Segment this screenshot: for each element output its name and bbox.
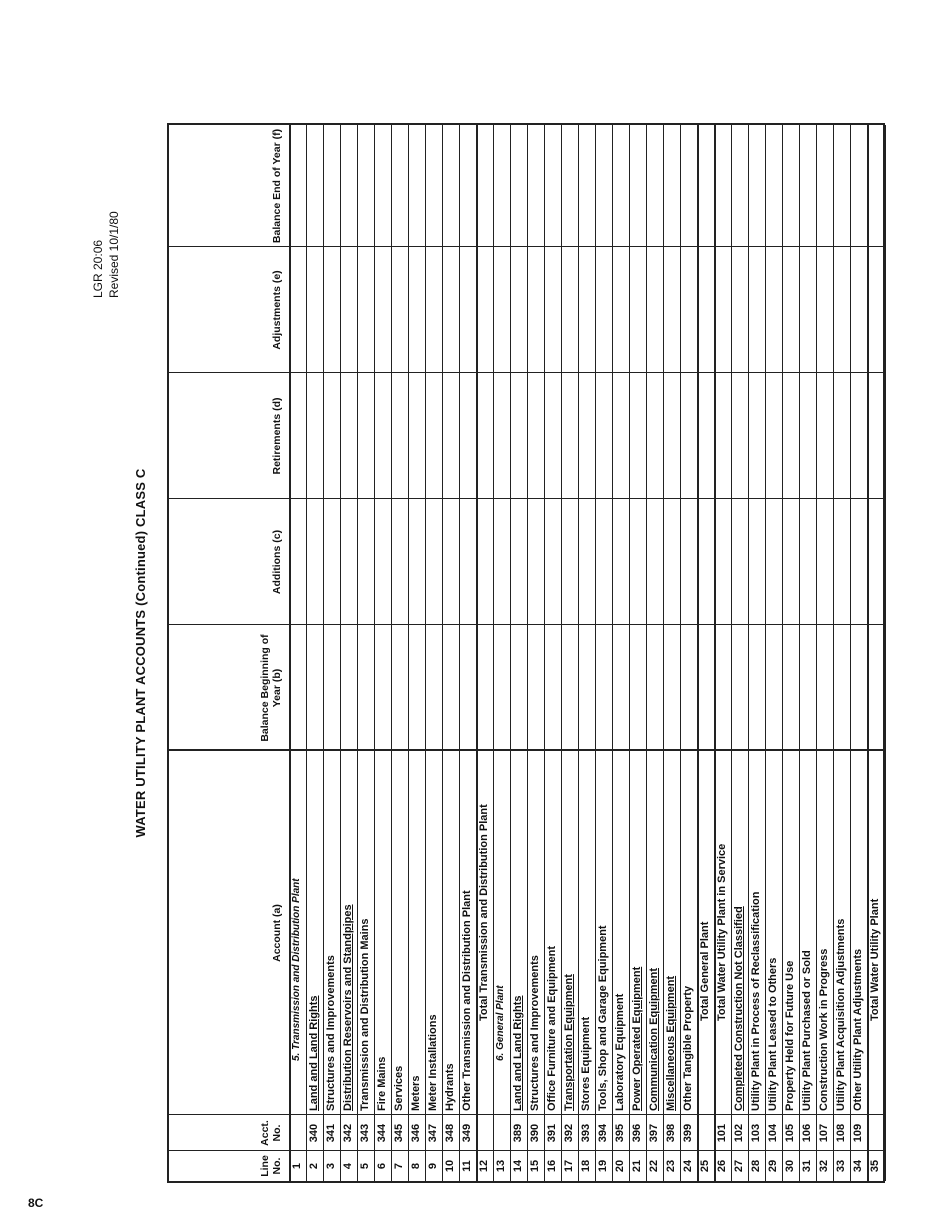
account-name: Utility Plant Purchased or Sold [801, 950, 813, 1111]
line-number: 18 [580, 1159, 592, 1173]
account-name: Total Water Utility Plant [869, 898, 881, 1021]
row-rule [697, 125, 699, 1181]
rotated-form [91, 123, 885, 1183]
acct-number: 108 [835, 1123, 847, 1143]
account-name: Transportation Equipment [563, 974, 575, 1111]
acct-number: 397 [648, 1123, 660, 1143]
account-name: Total General Plant [699, 921, 711, 1021]
acct-number: 341 [325, 1123, 337, 1143]
line-number: 14 [512, 1159, 524, 1173]
line-number: 20 [614, 1159, 626, 1173]
acct-number: 394 [597, 1123, 609, 1143]
acct-number: 398 [665, 1123, 677, 1143]
acct-number: 391 [546, 1123, 558, 1143]
account-name: Land and Land Rights [512, 995, 524, 1111]
account-name: Power Operated Equipment [631, 966, 643, 1111]
line-number: 1 [291, 1162, 303, 1170]
line-number: 27 [733, 1159, 745, 1173]
account-name: Structures and Improvements [529, 955, 541, 1111]
acct-number: 349 [461, 1123, 473, 1143]
acct-number: 109 [852, 1123, 864, 1143]
account-name: Utility Plant Acquisition Adjustments [835, 918, 847, 1111]
line-number: 8 [410, 1162, 422, 1170]
col-header-line-no: Line No. [259, 1155, 283, 1177]
acct-number: 105 [784, 1123, 796, 1143]
acct-number: 389 [512, 1123, 524, 1143]
line-number: 10 [444, 1159, 456, 1173]
acct-number: 343 [359, 1123, 371, 1143]
line-number: 33 [835, 1159, 847, 1173]
acct-number: 345 [393, 1123, 405, 1143]
account-name: Laboratory Equipment [614, 993, 626, 1111]
line-number: 2 [308, 1162, 320, 1170]
col-header-balance-end: Balance End of Year (f) [271, 128, 283, 244]
col-divider [169, 372, 883, 373]
account-name: Stores Equipment [580, 1016, 592, 1111]
row-rule [884, 125, 886, 1181]
line-number: 11 [461, 1160, 473, 1172]
row-rule [408, 125, 409, 1181]
account-name: Total Water Utility Plant in Service [716, 843, 728, 1021]
account-name: Communication Equipment [648, 968, 660, 1111]
row-rule [391, 125, 392, 1181]
col-header-additions: Additions (c) [271, 529, 283, 595]
row-rule [714, 125, 716, 1181]
line-number: 6 [376, 1162, 388, 1170]
acct-number: 399 [682, 1123, 694, 1143]
account-name: Services [393, 1065, 405, 1111]
line-number: 22 [648, 1159, 660, 1173]
page-number: 8C [28, 1196, 44, 1210]
col-header-retirements: Retirements (d) [271, 397, 283, 475]
line-number: 23 [665, 1159, 677, 1173]
line-number: 24 [682, 1159, 694, 1173]
account-name: Other Transmission and Distribution Plant [461, 890, 473, 1111]
line-number: 26 [716, 1159, 728, 1173]
line-number: 28 [750, 1159, 762, 1173]
form-id: LGR 20:06 [91, 239, 105, 298]
account-name: Meter Installations [427, 1014, 439, 1111]
row-rule [442, 125, 443, 1181]
account-name: Fire Mains [376, 1056, 388, 1111]
section-heading: 6. General Plant [495, 985, 506, 1061]
col-header-adjustments: Adjustments (e) [271, 270, 283, 350]
row-rule [374, 125, 375, 1181]
account-name: Completed Construction Not Classified [733, 906, 745, 1111]
account-name: Hydrants [444, 1063, 456, 1111]
col-header-account: Account (a) [271, 904, 283, 962]
line-number: 16 [546, 1159, 558, 1173]
acct-number: 342 [342, 1123, 354, 1143]
acct-number: 346 [410, 1123, 422, 1143]
account-name: Distribution Reservoirs and Standpipes [342, 904, 354, 1111]
account-name: Tools, Shop and Garage Equipment [597, 925, 609, 1111]
line-number: 21 [631, 1159, 643, 1173]
account-name: Structures and Improvements [325, 955, 337, 1111]
account-name: Land and Land Rights [308, 995, 320, 1111]
account-name: Office Furniture and Equipment [546, 945, 558, 1111]
account-name: Property Held for Future Use [784, 960, 796, 1111]
col-divider [169, 749, 883, 751]
col-divider [169, 498, 883, 499]
account-name: Utility Plant Leased to Others [767, 957, 779, 1111]
acct-number: 340 [308, 1123, 320, 1143]
acct-number: 107 [818, 1123, 830, 1143]
col-divider [169, 246, 883, 247]
col-divider [169, 624, 883, 625]
acct-number: 106 [801, 1123, 813, 1143]
page-title: WATER UTILITY PLANT ACCOUNTS (Continued) CLASS C [133, 468, 148, 838]
acct-number: 395 [614, 1123, 626, 1143]
acct-number: 348 [444, 1123, 456, 1143]
account-name: Miscellaneous Equipment [665, 975, 677, 1111]
acct-number: 393 [580, 1123, 592, 1143]
line-number: 12 [478, 1159, 490, 1173]
account-name: Other Tangible Property [682, 985, 694, 1111]
acct-number: 101 [716, 1123, 728, 1143]
line-number: 34 [852, 1159, 864, 1173]
account-name: Transmission and Distribution Mains [359, 918, 371, 1111]
col-header-balance-beginning: Balance Beginning of Year (b) [259, 634, 283, 742]
account-name: Construction Work in Progress [818, 948, 830, 1111]
line-number: 30 [784, 1159, 796, 1173]
plant-accounts-table [167, 123, 885, 1183]
line-number: 9 [427, 1162, 439, 1170]
acct-number: 344 [376, 1123, 388, 1143]
line-number: 17 [563, 1159, 575, 1173]
acct-number: 392 [563, 1123, 575, 1143]
acct-number: 104 [767, 1123, 779, 1143]
section-heading: 5. Transmission and Distribution Plant [291, 878, 302, 1061]
line-number: 5 [359, 1162, 371, 1170]
line-number: 31 [801, 1159, 813, 1173]
row-rule [476, 125, 478, 1181]
line-number: 3 [325, 1162, 337, 1170]
account-name: Meters [410, 1075, 422, 1111]
account-name: Total Transmission and Distribution Plant [478, 804, 490, 1021]
acct-number: 396 [631, 1123, 643, 1143]
account-name: Other Utility Plant Adjustments [852, 948, 864, 1111]
line-number: 25 [699, 1159, 711, 1173]
line-number: 29 [767, 1159, 779, 1173]
acct-number: 102 [733, 1123, 745, 1143]
line-number: 19 [597, 1159, 609, 1173]
line-number: 32 [818, 1159, 830, 1173]
revision-date: Revised 10/1/80 [107, 211, 121, 298]
acct-number: 347 [427, 1123, 439, 1143]
row-rule [867, 125, 869, 1181]
line-number: 15 [529, 1159, 541, 1173]
col-divider [169, 1114, 883, 1115]
line-number: 4 [342, 1162, 354, 1170]
col-header-acct-no: Acct. No. [259, 1120, 283, 1146]
acct-number: 103 [750, 1123, 762, 1143]
line-number: 35 [869, 1159, 881, 1173]
acct-number: 390 [529, 1123, 541, 1143]
line-number: 13 [495, 1159, 507, 1173]
account-name: Utility Plant in Process of Reclassification [750, 891, 762, 1111]
line-number: 7 [393, 1162, 405, 1170]
